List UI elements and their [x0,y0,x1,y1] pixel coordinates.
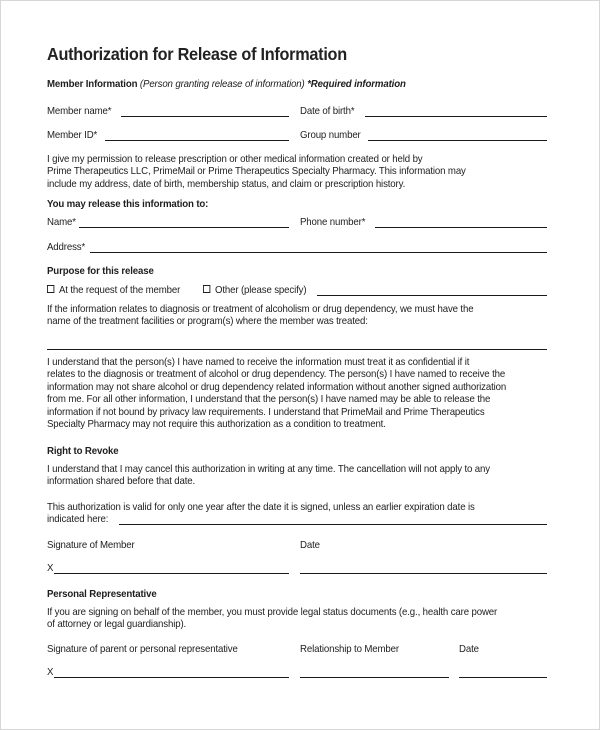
confidentiality-text [47,356,506,430]
permission-line: include my address, date of birth, membership status, and claim or prescription history. [47,177,406,190]
member-info-heading-row [47,78,406,91]
group-number-field[interactable] [368,140,547,141]
permission-line: Prime Therapeutics LLC, PrimeMail or Prime Therapeutics Specialty Pharmacy. This information may [47,165,466,178]
permission-line: I give my permission to release prescription or other medical information created or held by [47,153,423,165]
x-mark: X [47,562,54,574]
release-to-heading: You may release this information to: [47,198,209,210]
confidentiality-line: information may not share alcohol or drug dependency related information without another signed authorization [47,380,507,393]
member-name-field[interactable] [121,116,289,117]
revoke-line: information shared before that date. [47,475,196,488]
confidentiality-line: I understand that the person(s) I have named to receive the information must treat it as confidential if it [47,356,470,368]
member-info-heading: Member Information [47,78,138,90]
address-label: Address* [47,241,86,253]
purpose-option-other[interactable] [203,284,306,297]
date-of-birth-label: Date of birth* [300,105,355,117]
page-title: Authorization for Release of Information [47,44,347,64]
group-number-label: Group number [300,129,361,141]
purpose-heading: Purpose for this release [47,265,154,277]
checkbox-icon[interactable] [203,285,210,293]
personal-rep-line: If you are signing on behalf of the member, you must provide legal status documents (e.g., health care power [47,606,498,618]
address-field[interactable] [90,252,547,253]
member-info-subtitle: (Person granting release of information) [139,78,305,90]
revoke-line: I understand that I may cancel this authorization in writing at any time. The cancellation will not apply to any [47,463,490,475]
member-signature-date-field[interactable] [300,573,547,574]
personal-rep-line: of attorney or legal guardianship). [47,618,187,631]
rep-signature-field[interactable] [54,677,289,678]
permission-text [47,153,466,190]
treatment-line: If the information relates to diagnosis or treatment of alcoholism or drug dependency, we must have the [47,303,474,315]
rep-signature-label: Signature of parent or personal representative [47,643,238,655]
revoke-heading: Right to Revoke [47,445,119,457]
relationship-label: Relationship to Member [300,643,399,655]
rep-date-label: Date [459,643,479,655]
member-signature-label: Signature of Member [47,539,135,551]
expiration-date-field[interactable] [119,524,547,525]
date-of-birth-field[interactable] [365,116,547,117]
validity-text [47,501,475,526]
member-id-label: Member ID* [47,129,98,141]
purpose-option-label: Other (please specify) [214,284,307,296]
checkbox-icon[interactable] [47,285,54,293]
confidentiality-line: Specialty Pharmacy may not require this authorization as a condition to treatment. [47,418,386,431]
phone-number-label: Phone number* [300,216,366,228]
treatment-line: name of the treatment facilities or program(s) where the member was treated: [47,315,368,328]
treatment-facilities-field[interactable] [47,349,547,350]
recipient-name-field[interactable] [79,227,289,228]
phone-number-field[interactable] [375,227,547,228]
validity-line: indicated here: [47,513,109,526]
rep-date-field[interactable] [459,677,547,678]
purpose-option-member[interactable] [47,284,180,297]
x-mark: X [47,666,54,678]
member-signature-field[interactable] [54,573,289,574]
required-note: *Required information [307,78,406,90]
personal-rep-heading: Personal Representative [47,588,157,600]
treatment-text [47,303,473,328]
member-date-label: Date [300,539,320,551]
confidentiality-line: information if not bound by privacy law requirements. I understand that PrimeMail and Prime Therapeutics [47,405,485,418]
other-purpose-field[interactable] [317,295,547,296]
personal-rep-text [47,606,497,631]
relationship-field[interactable] [300,677,449,678]
revoke-text [47,463,490,488]
validity-line: This authorization is valid for only one year after the date it is signed, unless an earlier expiration date is [47,501,475,513]
confidentiality-line: relates to the diagnosis or treatment of alcohol or drug dependency. The person(s) I have named to receive the [47,368,506,381]
member-id-field[interactable] [105,140,289,141]
member-name-label: Member name* [47,105,112,117]
recipient-name-label: Name* [47,216,76,228]
confidentiality-line: from me. For all other information, I understand that the person(s) I have named may be able to release the [47,393,491,406]
purpose-option-label: At the request of the member [58,284,181,296]
